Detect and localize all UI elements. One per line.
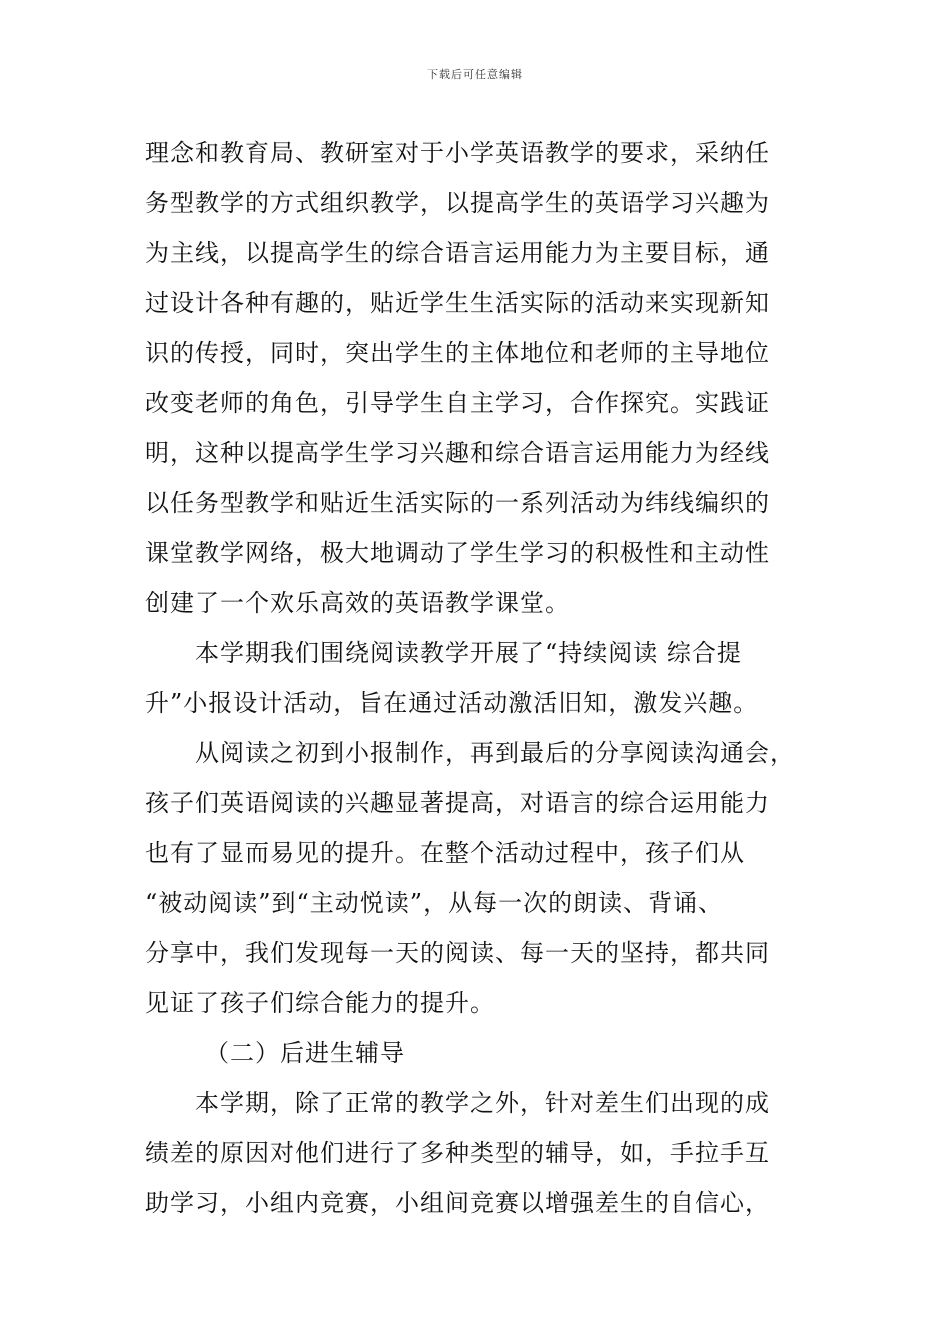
body-line: 绩差的原因对他们进行了多种类型的辅导，如，手拉手互 xyxy=(145,1139,770,1167)
body-line: 识的传授，同时，突出学生的主体地位和老师的主导地位 xyxy=(145,339,770,367)
body-line: 升”小报设计活动，旨在通过活动激活旧知，激发兴趣。 xyxy=(145,689,759,717)
page-header-note: 下载后可任意编辑 xyxy=(427,68,523,81)
document-body xyxy=(145,128,817,1228)
body-line: 明，这种以提高学生学习兴趣和综合语言运用能力为经线 xyxy=(145,439,770,467)
body-line: 孩子们英语阅读的兴趣显著提高，对语言的综合运用能力 xyxy=(145,789,770,817)
body-line: 理念和教育局、教研室对于小学英语教学的要求，采纳任 xyxy=(145,139,770,167)
paragraph-start-line: 本学期，除了正常的教学之外，针对差生们出现的成 xyxy=(195,1089,770,1117)
body-line: 创建了一个欢乐高效的英语教学课堂。 xyxy=(145,589,570,617)
paragraph-start-line: 本学期我们围绕阅读教学开展了“持续阅读 综合提 xyxy=(195,639,742,667)
body-line: 见证了孩子们综合能力的提升。 xyxy=(145,989,495,1017)
body-line: 分享中，我们发现每一天的阅读、每一天的坚持，都共同 xyxy=(145,939,770,967)
body-line: 课堂教学网络，极大地调动了学生学习的积极性和主动性 xyxy=(145,539,770,567)
body-line: 改变老师的角色，引导学生自主学习，合作探究。实践证 xyxy=(145,389,770,417)
paragraph-start-line: 从阅读之初到小报制作，再到最后的分享阅读沟通会， xyxy=(195,739,795,767)
body-line: 过设计各种有趣的，贴近学生生活实际的活动来实现新知 xyxy=(145,289,770,317)
body-line: 助学习，小组内竞赛，小组间竞赛以增强差生的自信心， xyxy=(145,1189,770,1217)
body-line: “被动阅读”到“主动悦读”，从每一次的朗读、背诵、 xyxy=(145,889,724,917)
section-heading: （二）后进生辅导 xyxy=(205,1039,405,1067)
body-line: 以任务型教学和贴近生活实际的一系列活动为纬线编织的 xyxy=(145,489,770,517)
body-line: 为主线，以提高学生的综合语言运用能力为主要目标，通 xyxy=(145,239,770,267)
body-line: 务型教学的方式组织教学，以提高学生的英语学习兴趣为 xyxy=(145,189,770,217)
body-line: 也有了显而易见的提升。在整个活动过程中，孩子们从 xyxy=(145,839,745,867)
